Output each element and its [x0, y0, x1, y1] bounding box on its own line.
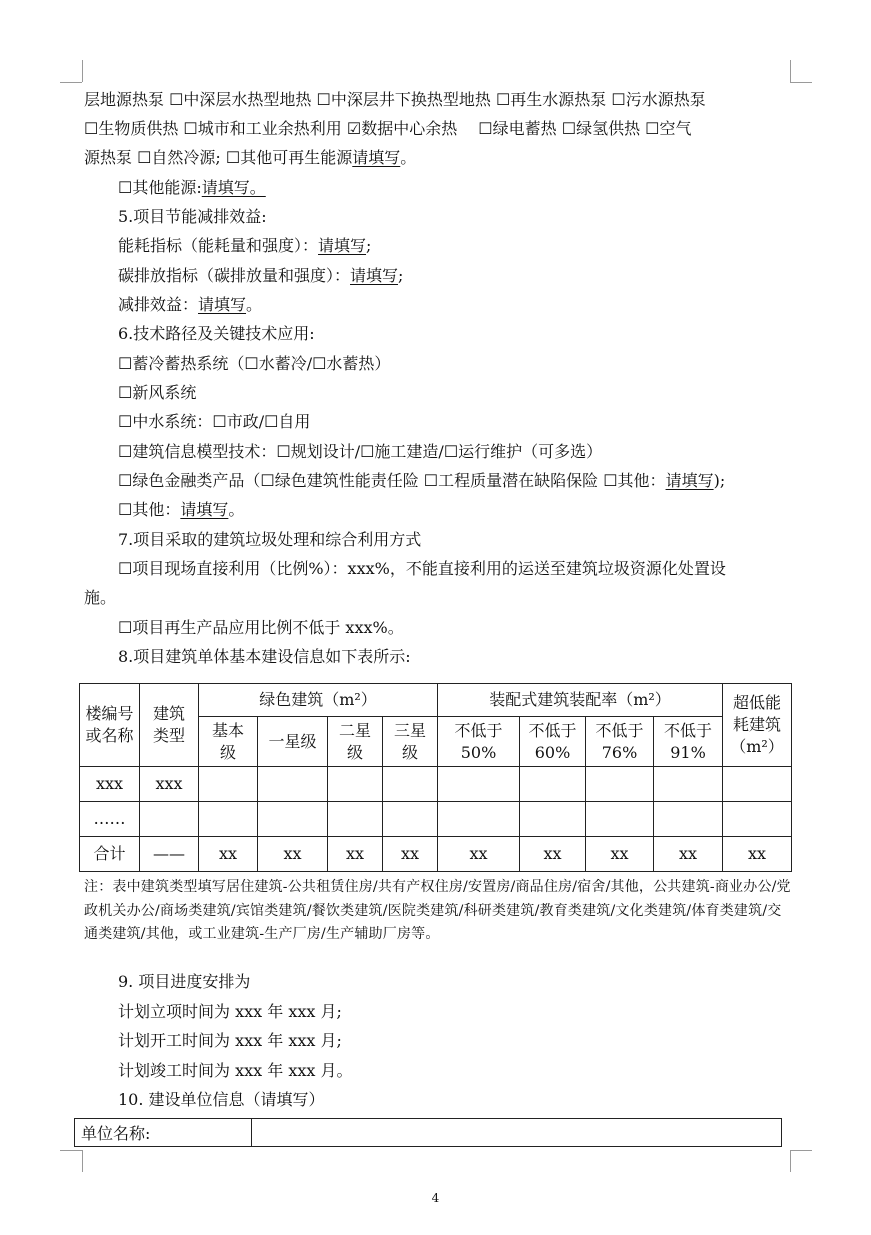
fill-in-blank[interactable]: 请填写: [665, 471, 714, 490]
table-row: [80, 802, 792, 837]
unit-name-label: 单位名称:: [75, 1119, 252, 1147]
section9-heading: 9. 项目进度安排为: [118, 972, 251, 991]
unit-info-table: [74, 1118, 782, 1147]
reduction-benefit-line: 减排效益：请填写。: [118, 295, 263, 314]
table-cell[interactable]: xx: [586, 837, 654, 872]
schedule-start: 计划开工时间为 xxx 年 xxx 月;: [118, 1031, 342, 1050]
header-prefab-91: 不低于 91%: [654, 717, 723, 767]
energy-indicator-line: 能耗指标（能耗量和强度）：请填写;: [118, 236, 372, 255]
table-cell[interactable]: [258, 802, 328, 837]
crop-mark: [790, 1150, 812, 1151]
table-cell[interactable]: [328, 767, 383, 802]
tech-option-reclaimed-water[interactable]: ☐中水系统：☐市政/☐自用: [118, 412, 311, 431]
table-cell[interactable]: [438, 802, 520, 837]
crop-mark: [60, 82, 82, 83]
carbon-indicator-line: 碳排放指标（碳排放量和强度）：请填写;: [118, 266, 404, 285]
unit-name-field[interactable]: [252, 1119, 782, 1147]
tech-option-other[interactable]: ☐其他：请填写。: [118, 500, 245, 519]
table-cell[interactable]: [520, 767, 586, 802]
header-prefab-60: 不低于 60%: [520, 717, 586, 767]
header-basic-level: 基本 级: [199, 717, 258, 767]
table-cell[interactable]: xx: [654, 837, 723, 872]
table-cell[interactable]: [199, 802, 258, 837]
table-cell[interactable]: xxx: [80, 767, 140, 802]
table-cell[interactable]: xx: [383, 837, 438, 872]
fill-in-blank[interactable]: 请填写。: [201, 178, 266, 197]
fill-in-blank[interactable]: 请填写: [198, 295, 247, 314]
building-info-table-wrap: [79, 683, 792, 872]
table-cell[interactable]: xx: [723, 837, 792, 872]
crop-mark: [790, 1150, 791, 1172]
table-cell[interactable]: [654, 802, 723, 837]
table-row-total: [80, 837, 792, 872]
table-cell[interactable]: [258, 767, 328, 802]
fill-in-blank[interactable]: 请填写: [350, 266, 399, 285]
header-green-building: 绿色建筑（m²）: [199, 684, 438, 717]
waste-option-direct-cont: 施。: [84, 588, 117, 607]
building-info-table: [79, 683, 792, 872]
crop-mark: [790, 82, 812, 83]
table-cell[interactable]: xx: [438, 837, 520, 872]
section8-heading: 8.项目建筑单体基本建设信息如下表所示:: [118, 647, 411, 666]
header-prefab-50: 不低于 50%: [438, 717, 520, 767]
table-cell[interactable]: [723, 802, 792, 837]
section10-heading: 10. 建设单位信息（请填写）: [118, 1090, 325, 1109]
header-one-star: 一星级: [258, 717, 328, 767]
table-cell[interactable]: xx: [328, 837, 383, 872]
table-cell: 合计: [80, 837, 140, 872]
table-cell[interactable]: xx: [199, 837, 258, 872]
page-number: 4: [431, 1191, 440, 1205]
schedule-approval: 计划立项时间为 xxx 年 xxx 月;: [118, 1002, 342, 1021]
table-cell[interactable]: [520, 802, 586, 837]
table-cell[interactable]: [438, 767, 520, 802]
header-ultra-low-energy: 超低能 耗建筑 （m²）: [723, 684, 792, 767]
table-cell[interactable]: [328, 802, 383, 837]
tech-option-bim[interactable]: ☐建筑信息模型技术：☐规划设计/☐施工建造/☐运行维护（可多选）: [118, 442, 603, 461]
header-building-type: 建筑 类型: [140, 684, 199, 767]
table-cell[interactable]: [654, 767, 723, 802]
energy-options-line-1: 层地源热泵 ☐中深层水热型地热 ☐中深层井下换热型地热 ☐再生水源热泵 ☐污水源热泵: [84, 90, 706, 109]
header-two-star: 二星 级: [328, 717, 383, 767]
section6-heading: 6.技术路径及关键技术应用:: [118, 324, 315, 343]
waste-option-direct[interactable]: ☐项目现场直接利用（比例%）：xxx%，不能直接利用的运送至建筑垃圾资源化处置设: [118, 559, 726, 578]
energy-options-line-3: 源热泵 ☐自然冷源; ☐其他可再生能源请填写。: [84, 148, 417, 167]
section5-heading: 5.项目节能减排效益:: [118, 207, 267, 226]
header-prefab-rate: 装配式建筑装配率（m²）: [438, 684, 723, 717]
schedule-completion: 计划竣工时间为 xxx 年 xxx 月。: [118, 1061, 353, 1080]
fill-in-blank[interactable]: 请填写: [318, 236, 367, 255]
table-cell[interactable]: xxx: [140, 767, 199, 802]
table-cell: ——: [140, 837, 199, 872]
header-prefab-76: 不低于 76%: [586, 717, 654, 767]
table-cell[interactable]: xx: [520, 837, 586, 872]
table-cell[interactable]: ……: [80, 802, 140, 837]
header-building-no: 楼编号 或名称: [80, 684, 140, 767]
table-cell[interactable]: xx: [258, 837, 328, 872]
table-cell[interactable]: [586, 767, 654, 802]
table-note: 注：表中建筑类型填写居住建筑-公共租赁住房/共有产权住房/安置房/商品住房/宿舍/其他，公共建筑-商业办公/党政机关办公/商场类建筑/宾馆类建筑/餐饮类建筑/医院类建筑/科研类建筑/教育类建筑/文化类建筑/体育类建筑/交通类建筑/其他，或工业建筑-生产厂房/生产辅助厂房等。: [84, 879, 791, 942]
crop-mark: [60, 1150, 82, 1151]
crop-mark: [82, 60, 83, 82]
tech-option-fresh-air[interactable]: ☐新风系统: [118, 383, 197, 402]
table-cell[interactable]: [723, 767, 792, 802]
other-energy-option: ☐其他能源:请填写。: [118, 178, 266, 197]
crop-mark: [82, 1150, 83, 1172]
table-cell[interactable]: [199, 767, 258, 802]
table-cell[interactable]: [383, 802, 438, 837]
table-cell[interactable]: [383, 767, 438, 802]
header-three-star: 三星 级: [383, 717, 438, 767]
section7-heading: 7.项目采取的建筑垃圾处理和综合利用方式: [118, 530, 422, 549]
tech-option-green-finance[interactable]: ☐绿色金融类产品（☐绿色建筑性能责任险 ☐工程质量潜在缺陷保险 ☐其他：请填写);: [118, 471, 726, 490]
table-cell[interactable]: [586, 802, 654, 837]
crop-mark: [790, 60, 791, 82]
waste-option-recycled[interactable]: ☐项目再生产品应用比例不低于 xxx%。: [118, 618, 404, 637]
tech-option-storage[interactable]: ☐蓄冷蓄热系统（☐水蓄冷/☐水蓄热）: [118, 354, 391, 373]
table-row: [80, 767, 792, 802]
energy-options-line-2: ☐生物质供热 ☐城市和工业余热利用 ☑数据中心余热 ☐绿电蓄热 ☐绿氢供热 ☐空气: [84, 119, 692, 138]
table-cell[interactable]: [140, 802, 199, 837]
fill-in-blank[interactable]: 请填写: [352, 148, 401, 167]
fill-in-blank[interactable]: 请填写: [180, 500, 229, 519]
